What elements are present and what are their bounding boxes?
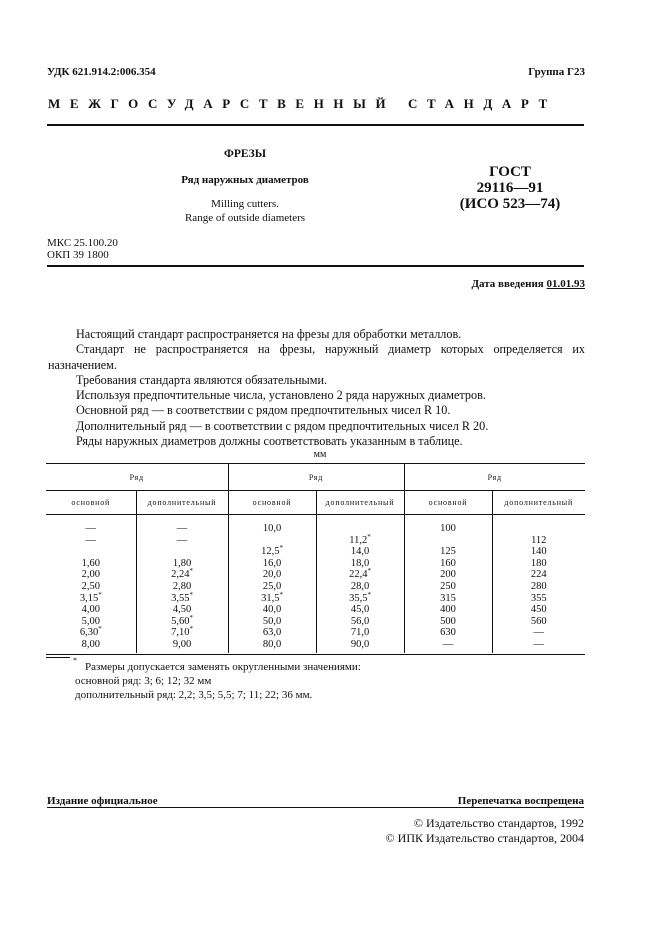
- table-cell: —: [85, 534, 96, 546]
- table-cell: 10,0: [228, 515, 316, 535]
- table-cell: —: [85, 523, 96, 534]
- table-cell: 5,60*: [136, 616, 228, 628]
- table-cell: 1,80: [136, 558, 228, 570]
- udk-code: УДК 621.914.2:006.354: [47, 66, 156, 78]
- table-cell: 250: [404, 581, 492, 593]
- table-unit: мм: [313, 449, 327, 460]
- table-row: [46, 616, 585, 628]
- table-cell: 63,0: [228, 627, 316, 639]
- table-cell: 25,0: [228, 581, 316, 593]
- body-paragraph: Основной ряд — в соответствии с рядом предпочтительных чисел R 10.: [76, 403, 451, 418]
- col-header-extra: дополнительный: [492, 491, 585, 515]
- footnote-line: основной ряд: 3; 6; 12; 32 мм: [75, 675, 212, 687]
- table-cell: 160: [404, 558, 492, 570]
- english-title-line1: Milling cutters.: [211, 198, 279, 210]
- table-cell: 180: [492, 558, 585, 570]
- table-cell: [316, 515, 404, 535]
- table-row: [46, 604, 585, 616]
- table-cell: —: [492, 639, 585, 653]
- official-edition: Издание официальное: [47, 795, 158, 807]
- table-cell: 125: [404, 546, 492, 558]
- reprint-notice: Перепечатка воспрещена: [457, 795, 584, 807]
- table-cell: 630: [404, 627, 492, 639]
- col-header-main: основной: [46, 491, 136, 515]
- mks-code: МКС 25.100.20: [47, 237, 118, 249]
- table-cell: 28,0: [316, 581, 404, 593]
- table-cell: [228, 535, 316, 547]
- col-header-main: основной: [404, 491, 492, 515]
- table-cell: —: [136, 515, 228, 535]
- table-cell: 22,4*: [316, 569, 404, 581]
- table-cell: 315: [404, 593, 492, 605]
- col-header-main: основной: [228, 491, 316, 515]
- table-cell: 20,0: [228, 569, 316, 581]
- table-cell: 3,15*: [79, 590, 102, 604]
- copyright: [386, 816, 584, 845]
- document-title: ФРЕЗЫ: [223, 148, 267, 160]
- table-cell: 140: [492, 546, 585, 558]
- table-cell: 9,00: [136, 639, 228, 653]
- table-row: [46, 546, 585, 558]
- table-cell: 1,60: [81, 557, 100, 569]
- group-header: Ряд: [46, 464, 228, 491]
- table-cell: —: [492, 627, 585, 639]
- body-text: [48, 327, 585, 449]
- table-cell: 16,0: [228, 558, 316, 570]
- table-cell: 200: [404, 569, 492, 581]
- table-cell: 8,00: [81, 638, 100, 650]
- table-cell: 7,10*: [136, 627, 228, 639]
- banner-rule: [47, 124, 584, 126]
- table-cell: 6,30*: [79, 625, 102, 639]
- table-cell: 560: [492, 616, 585, 628]
- table-row: [46, 558, 585, 570]
- table-cell: [404, 535, 492, 547]
- table-cell: 4,00: [81, 604, 100, 616]
- body-paragraph: Используя предпочтительные числа, установлено 2 ряда наружных диаметров.: [76, 388, 486, 403]
- footnote-rule: [46, 657, 70, 658]
- table-cell: 45,0: [316, 604, 404, 616]
- table-cell: —: [136, 535, 228, 547]
- table-cell: 11,2*: [316, 535, 404, 547]
- group-code: Группа Г23: [528, 66, 585, 78]
- codes-rule: [47, 265, 584, 267]
- table-cell: [136, 546, 228, 558]
- standard-banner: МЕЖГОСУДАРСТВЕННЫЙ СТАНДАРТ: [48, 96, 557, 111]
- group-header: Ряд: [228, 464, 404, 491]
- table-row: [46, 627, 585, 639]
- effective-date: [471, 278, 585, 290]
- effective-date-label: Дата введения: [471, 278, 544, 290]
- table-cell: [46, 546, 136, 558]
- table-cell: 100: [404, 515, 492, 535]
- body-paragraph: Ряды наружных диаметров должны соответствовать указанным в таблице.: [76, 434, 463, 449]
- col-header-extra: дополнительный: [136, 491, 228, 515]
- table-cell: 2,50: [81, 580, 100, 592]
- table-cell: 71,0: [316, 627, 404, 639]
- effective-date-value: 01.01.93: [546, 278, 585, 290]
- body-paragraph: Дополнительный ряд — в соответствии с рядом предпочтительных чисел R 20.: [76, 418, 489, 433]
- table-cell: 280: [492, 581, 585, 593]
- table-cell: 224: [492, 569, 585, 581]
- english-title-line2: Range of outside diameters: [184, 212, 306, 224]
- table-bottom-rule: [46, 654, 585, 655]
- table-cell: 35,5*: [316, 593, 404, 605]
- body-paragraph: Стандарт не распространяется на фрезы, наружный диаметр которых определяется их назначением.: [48, 342, 585, 372]
- table-cell: 12,5*: [228, 546, 316, 558]
- table-cell: 2,24*: [136, 569, 228, 581]
- footnote-line: дополнительный ряд: 2,2; 3,5; 5,5; 7; 11; 22; 36 мм.: [75, 689, 313, 701]
- gost-label: ГОСТ: [489, 164, 531, 180]
- table-cell: 31,5*: [228, 593, 316, 605]
- table-cell: 500: [404, 616, 492, 628]
- table-cell: 2,00: [81, 569, 100, 581]
- table-row: [46, 593, 585, 605]
- diameters-table: [46, 463, 585, 653]
- footnote-mark: *: [73, 656, 77, 665]
- body-paragraph: Требования стандарта являются обязательными.: [76, 372, 328, 387]
- footnote-line: Размеры допускается заменять округленными значениями:: [85, 661, 361, 673]
- okp-code: ОКП 39 1800: [47, 249, 109, 261]
- col-header-extra: дополнительный: [316, 491, 404, 515]
- copyright-line: © Издательство стандартов, 1992: [413, 816, 584, 830]
- table-cell: 50,0: [228, 616, 316, 628]
- classification-codes: [47, 237, 118, 261]
- gost-number: 29116—91: [476, 180, 544, 196]
- table-cell: 3,55*: [136, 593, 228, 605]
- table-cell: 14,0: [316, 546, 404, 558]
- table-cell: 80,0: [228, 639, 316, 653]
- table-cell: 4,50: [136, 604, 228, 616]
- table-cell: 56,0: [316, 616, 404, 628]
- table-cell: 355: [492, 593, 585, 605]
- group-header: Ряд: [404, 464, 585, 491]
- document-subtitle: Ряд наружных диаметров: [181, 174, 309, 186]
- table-row: [46, 581, 585, 593]
- footnote: [75, 660, 361, 702]
- footer-rule: [47, 807, 584, 808]
- table-cell: 18,0: [316, 558, 404, 570]
- copyright-line: © ИПК Издательство стандартов, 2004: [385, 830, 584, 845]
- table-cell: 90,0: [316, 639, 404, 653]
- table-row: [46, 535, 585, 547]
- table-cell: 450: [492, 604, 585, 616]
- table-cell: 40,0: [228, 604, 316, 616]
- table-cell: —: [404, 639, 492, 653]
- table-cell: 112: [492, 535, 585, 547]
- iso-number: (ИСО 523—74): [459, 196, 561, 212]
- table-row: [46, 639, 585, 653]
- table-cell: 2,80: [136, 581, 228, 593]
- table-cell: 5,00: [81, 615, 100, 627]
- body-paragraph: Настоящий стандарт распространяется на фрезы для обработки металлов.: [76, 327, 462, 341]
- table-row: [46, 569, 585, 581]
- table-cell: [492, 515, 585, 535]
- table-cell: 400: [404, 604, 492, 616]
- table-row: [46, 515, 585, 535]
